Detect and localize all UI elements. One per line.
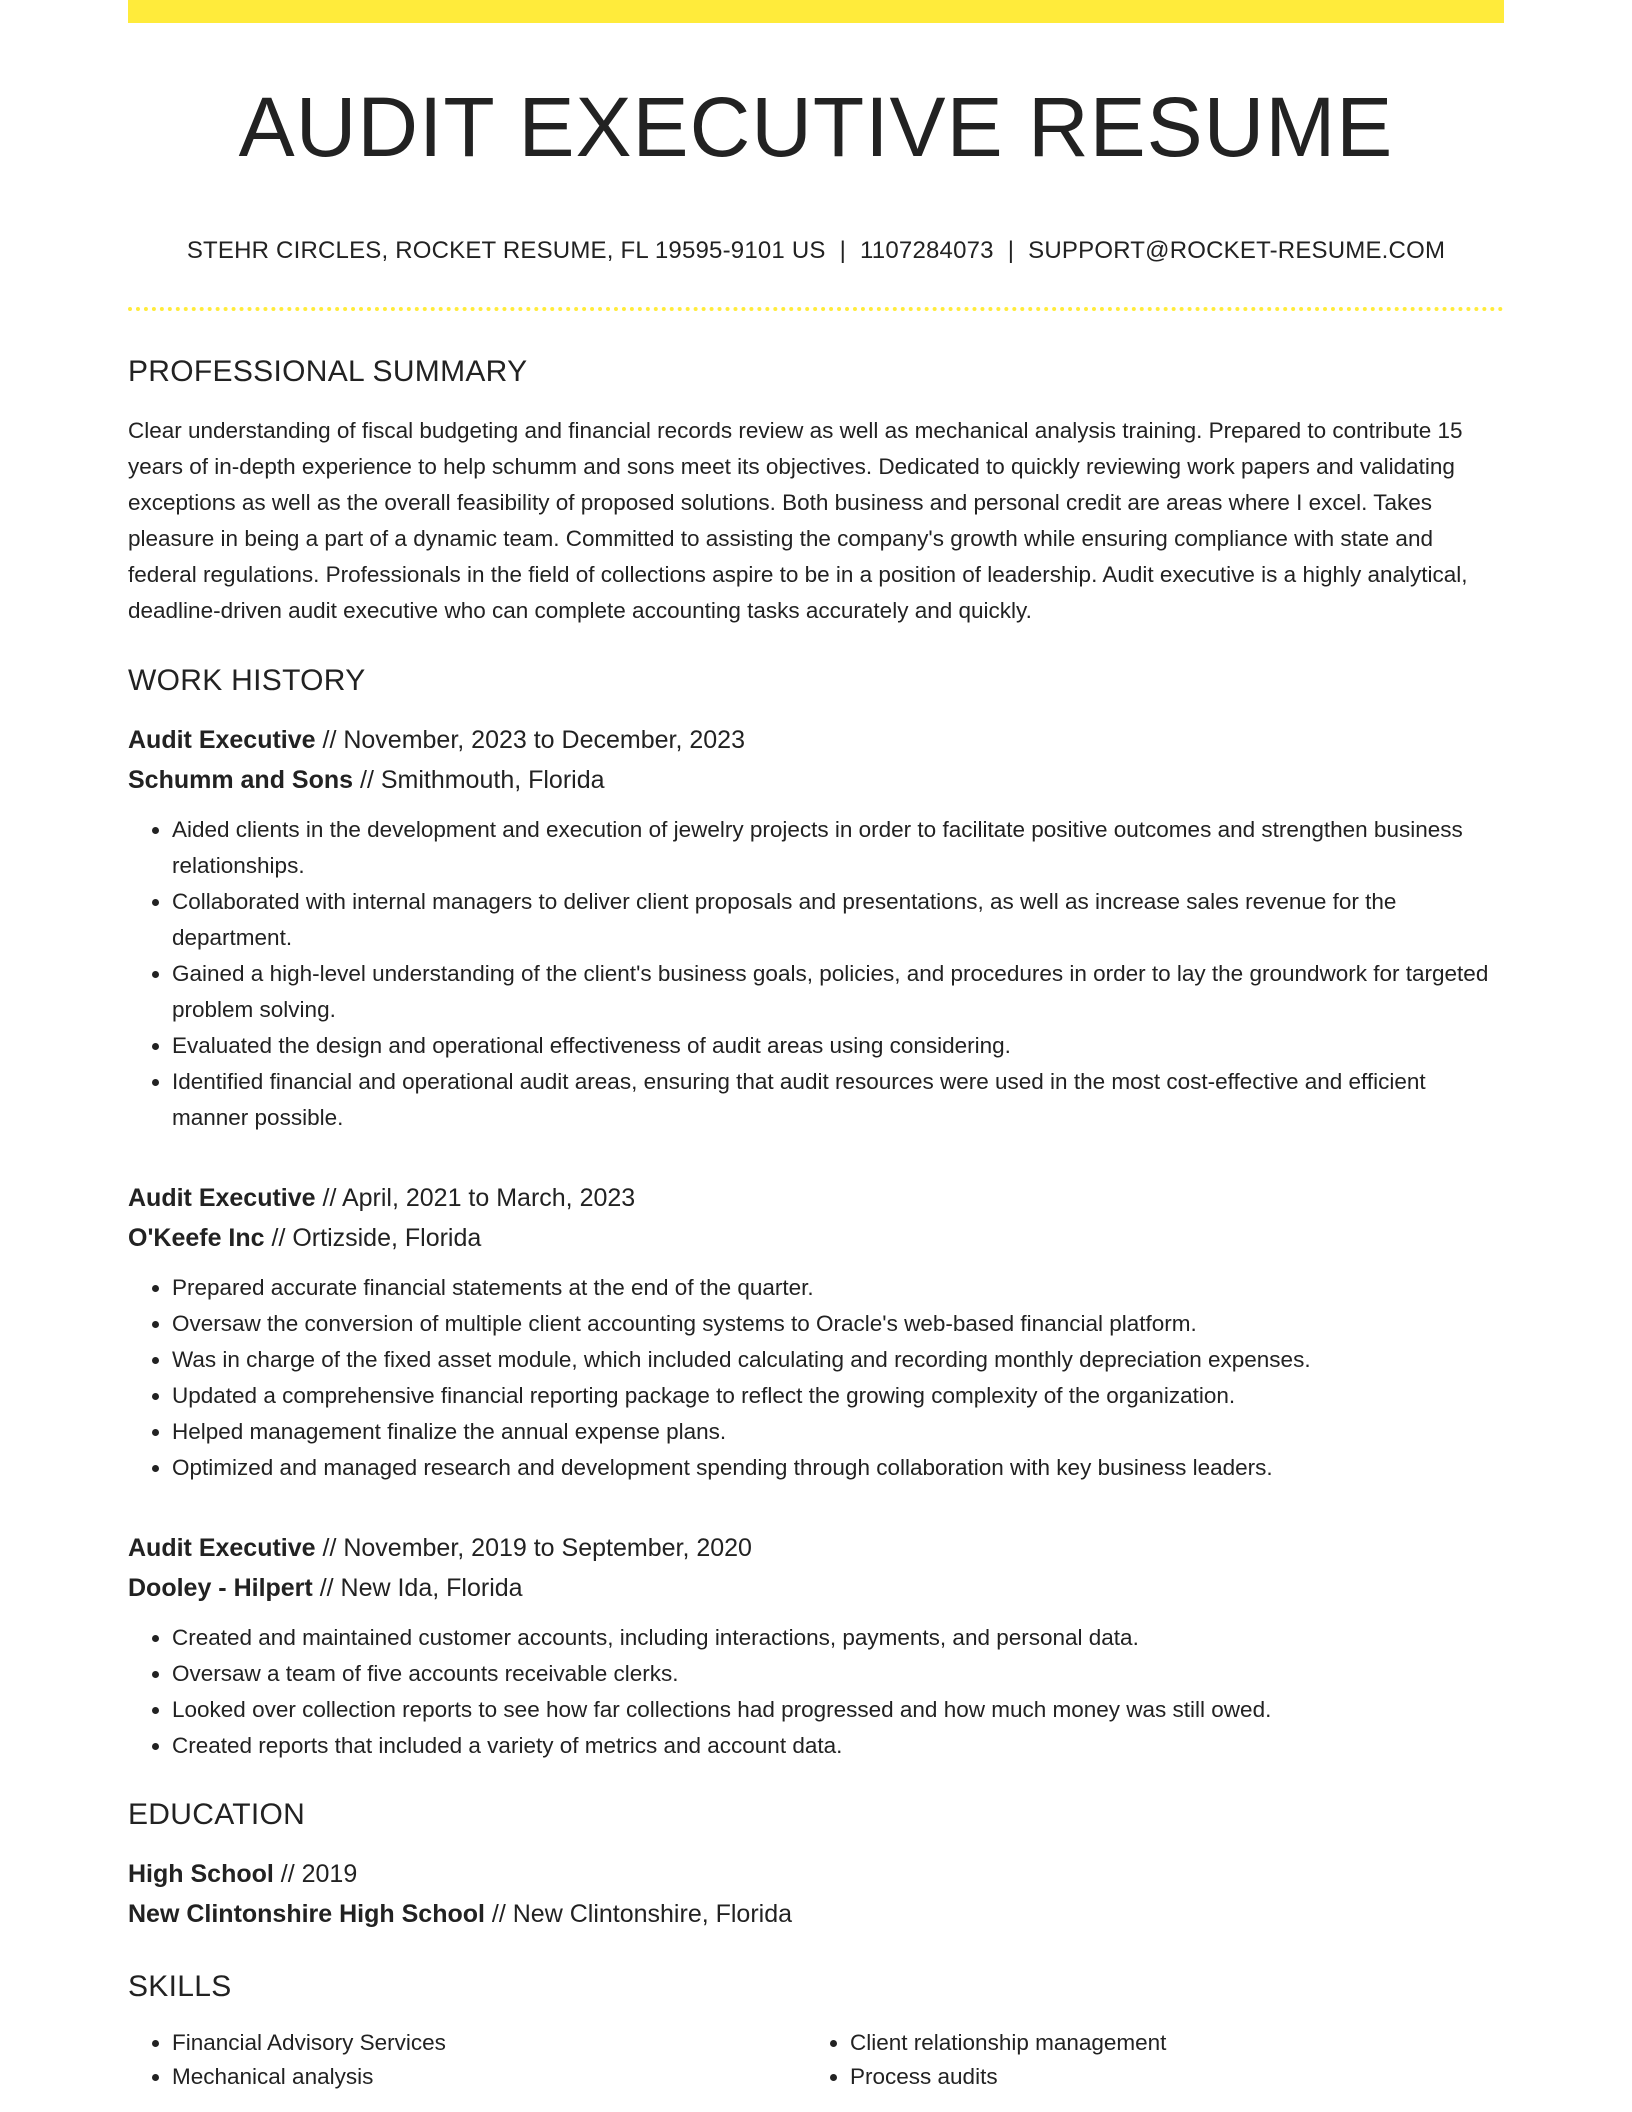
resume-title: AUDIT EXECUTIVE RESUME xyxy=(238,80,1394,174)
job-company: O'Keefe Inc xyxy=(128,1224,265,1252)
job-bullet: • Oversaw a team of five accounts receivable clerks. xyxy=(172,1656,1504,1692)
job-entry xyxy=(128,720,1504,1136)
job-bullets xyxy=(128,1270,1504,1486)
job-bullet: • Created and maintained customer accounts, including interactions, payments, and personal data. xyxy=(172,1620,1504,1656)
job-bullet: • Aided clients in the development and execution of jewelry projects in order to facilitate positive outcomes and strengthen business relationships. xyxy=(172,812,1504,884)
job-entry xyxy=(128,1528,1504,1764)
skill-item: • Process audits xyxy=(850,2060,1484,2094)
education-degree: High School xyxy=(128,1860,274,1888)
education-heading: EDUCATION xyxy=(128,1798,306,1831)
job-bullets xyxy=(128,1620,1504,1764)
contact-email: SUPPORT@ROCKET-RESUME.COM xyxy=(1028,237,1446,264)
job-title-line xyxy=(128,1178,1504,1218)
contact-separator: | xyxy=(839,237,847,264)
job-bullet: • Looked over collection reports to see how far collections had progressed and how much money was still owed. xyxy=(172,1692,1504,1728)
job-dates: // April, 2021 to March, 2023 xyxy=(315,1184,636,1212)
job-bullet: • Evaluated the design and operational effectiveness of audit areas using considering. xyxy=(172,1028,1504,1064)
education-location: // New Clintonshire, Florida xyxy=(484,1900,793,1928)
summary-heading: PROFESSIONAL SUMMARY xyxy=(128,355,528,388)
job-company-line xyxy=(128,1218,1504,1258)
job-title: Audit Executive xyxy=(128,1534,316,1562)
contact-separator: | xyxy=(1007,237,1015,264)
job-entry xyxy=(128,1178,1504,1486)
job-bullet: • Was in charge of the fixed asset module, which included calculating and recording monthly depreciation expenses. xyxy=(172,1342,1504,1378)
job-company-line xyxy=(128,760,1504,800)
job-company-line xyxy=(128,1568,1504,1608)
skill-item: • Financial Advisory Services xyxy=(172,2026,806,2060)
education-entry xyxy=(128,1854,1504,1934)
job-company: Dooley - Hilpert xyxy=(128,1574,313,1602)
job-bullet: • Gained a high-level understanding of the client's business goals, policies, and procedures in order to lay the groundwork for targeted problem solving. xyxy=(172,956,1504,1028)
skills-column-right xyxy=(806,2026,1484,2094)
job-location: // New Ida, Florida xyxy=(312,1574,523,1602)
job-bullet: • Collaborated with internal managers to deliver client proposals and presentations, as well as increase sales revenue for the department. xyxy=(172,884,1504,956)
job-bullet: • Created reports that included a variety of metrics and account data. xyxy=(172,1728,1504,1764)
skills-heading: SKILLS xyxy=(128,1970,232,2003)
contact-phone: 1107284073 xyxy=(860,237,994,264)
skill-item: • Client relationship management xyxy=(850,2026,1484,2060)
job-title-line xyxy=(128,1528,1504,1568)
job-location: // Ortizside, Florida xyxy=(264,1224,482,1252)
education-year: // 2019 xyxy=(273,1860,358,1888)
job-bullet: • Helped management finalize the annual expense plans. xyxy=(172,1414,1504,1450)
skills-column-left xyxy=(128,2026,806,2094)
dotted-divider xyxy=(128,307,1504,311)
accent-top-bar xyxy=(128,0,1504,23)
job-dates: // November, 2019 to September, 2020 xyxy=(315,1534,752,1562)
job-bullet: • Optimized and managed research and development spending through collaboration with key business leaders. xyxy=(172,1450,1504,1486)
skills-grid xyxy=(128,2026,1504,2094)
job-bullet: • Oversaw the conversion of multiple client accounting systems to Oracle's web-based financial platform. xyxy=(172,1306,1504,1342)
job-bullets xyxy=(128,812,1504,1136)
job-dates: // November, 2023 to December, 2023 xyxy=(315,726,745,754)
contact-address: STEHR CIRCLES, ROCKET RESUME, FL 19595-9101 US xyxy=(186,237,826,264)
job-bullet: • Identified financial and operational audit areas, ensuring that audit resources were used in the most cost-effective and efficient manner possible. xyxy=(172,1064,1504,1136)
job-bullet: • Prepared accurate financial statements at the end of the quarter. xyxy=(172,1270,1504,1306)
education-school-line xyxy=(128,1894,1504,1934)
contact-info xyxy=(128,239,1504,263)
job-title: Audit Executive xyxy=(128,1184,316,1212)
summary-text: Clear understanding of fiscal budgeting and financial records review as well as mechanical analysis training. Prepared to contribute 15 years of in-depth experience to help schumm and sons meet its objectives. Dedicated to quickly reviewing work papers and validating exceptions as well as the overall feasibility of proposed solutions. Both business and personal credit are areas where I excel. Takes pleasure in being a part of a dynamic team. Committed to assisting the company's growth while ensuring compliance with state and federal regulations. Professionals in the field of collections aspire to be in a position of leadership. Audit executive is a highly analytical, deadline-driven audit executive who can complete accounting tasks accurately and quickly. xyxy=(128,418,1468,623)
job-title-line xyxy=(128,720,1504,760)
job-title: Audit Executive xyxy=(128,726,316,754)
work-history-heading: WORK HISTORY xyxy=(128,664,366,697)
skill-item: • Mechanical analysis xyxy=(172,2060,806,2094)
education-degree-line xyxy=(128,1854,1504,1894)
education-school: New Clintonshire High School xyxy=(128,1900,485,1928)
job-location: // Smithmouth, Florida xyxy=(353,766,605,794)
resume-page xyxy=(128,0,1504,2094)
job-company: Schumm and Sons xyxy=(128,766,354,794)
job-bullet: • Updated a comprehensive financial reporting package to reflect the growing complexity of the organization. xyxy=(172,1378,1504,1414)
